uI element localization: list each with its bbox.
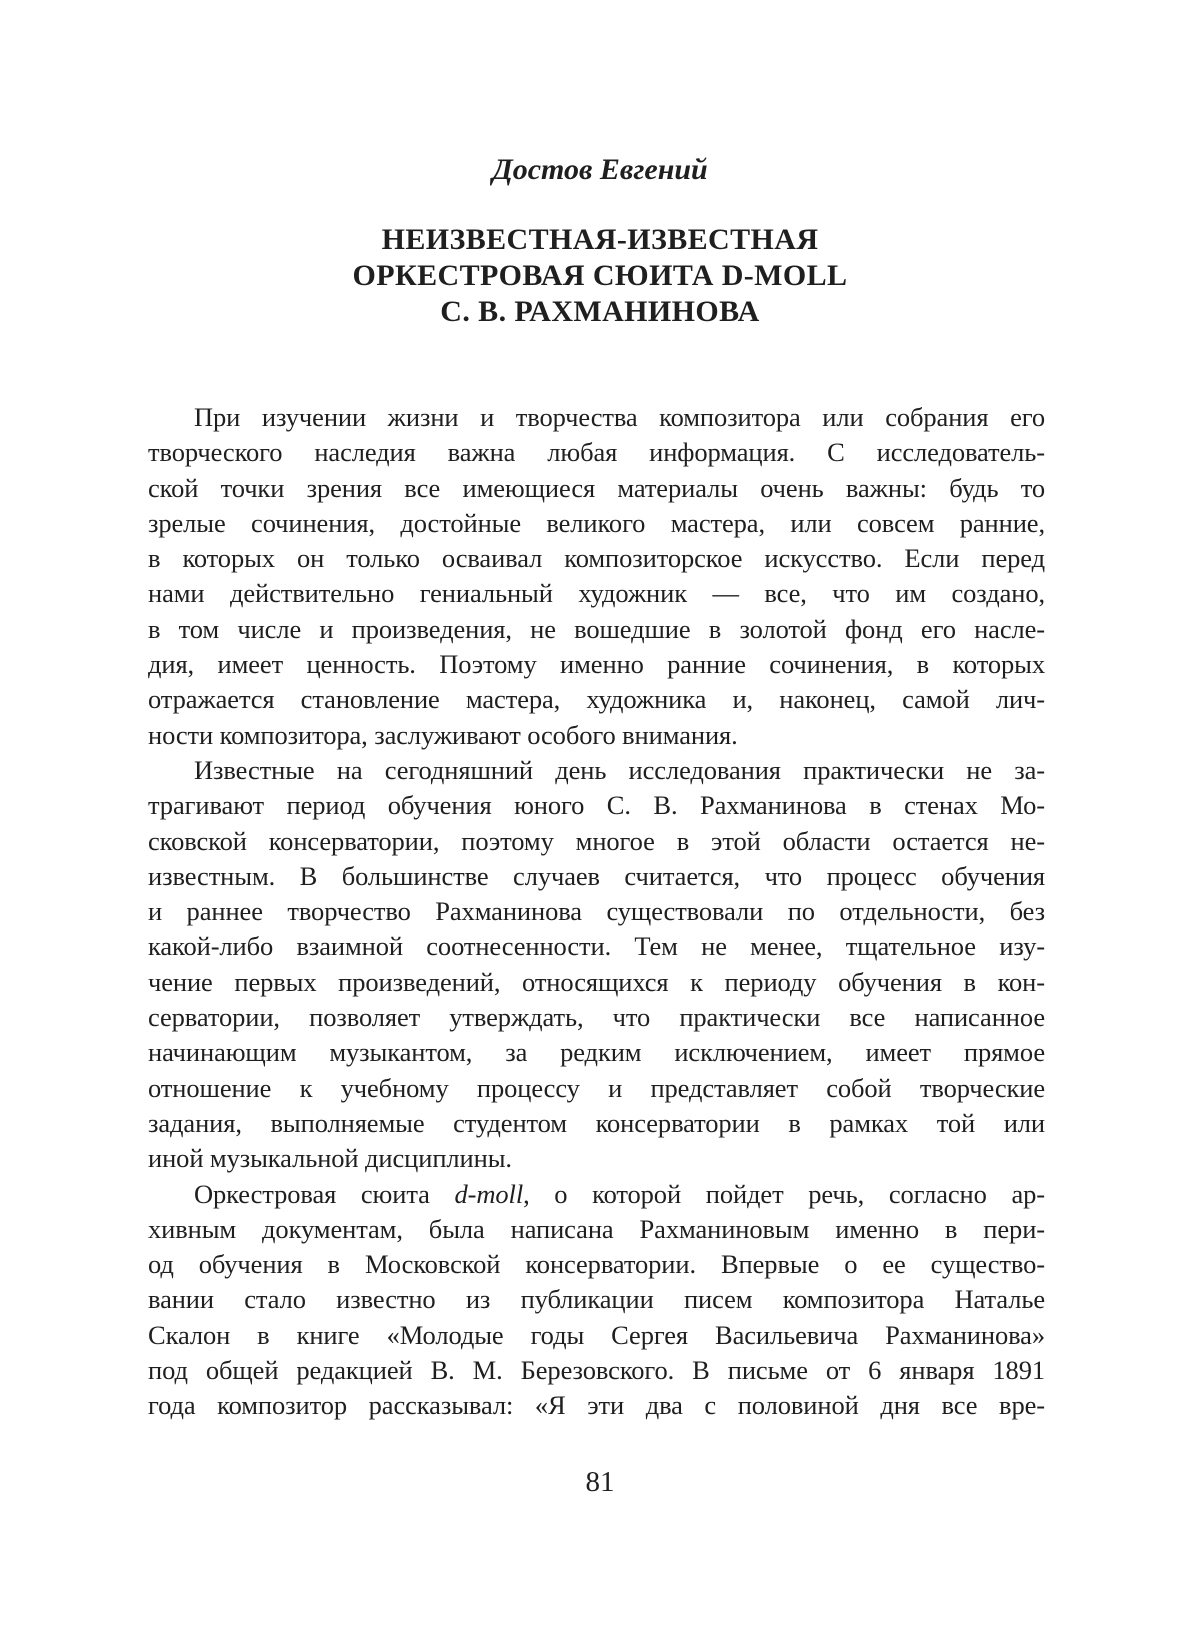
paragraph	[148, 400, 1045, 753]
text-line: известным. В большинстве случаев считается, что процесс обучения	[148, 860, 1045, 891]
title-line-2: ОРКЕСТРОВАЯ СЮИТА D-MOLL	[352, 259, 848, 292]
text-line: дия, имеет ценность. Поэтому именно ранние сочинения, в которых	[148, 649, 1045, 680]
text-line: ности композитора, заслуживают особого внимания.	[148, 719, 738, 750]
text-line: од обучения в Московской консерватории. Впервые о ее существо-	[148, 1249, 1045, 1280]
text-line: нами действительно гениальный художник — все, что им создано,	[148, 578, 1045, 609]
text-line: сковской консерватории, поэтому многое в этой области остается не-	[148, 825, 1045, 856]
text-line	[148, 1177, 1045, 1212]
text-line: какой-либо взаимной соотнесенности. Тем не менее, тщательное изу-	[148, 931, 1045, 962]
text-line: отношение к учебному процессу и представляет собой творческие	[148, 1072, 1045, 1103]
text-line: трагивают период обучения юного С. В. Рахманинова в стенах Мо-	[148, 790, 1045, 821]
text-line: под общей редакцией В. М. Березовского. В письме от 6 января 1891	[148, 1355, 1045, 1386]
text-line: При изучении жизни и творчества композитора или собрания его	[194, 402, 1045, 432]
article-title	[0, 222, 1200, 330]
text-run: Оркестровая сюита	[194, 1178, 455, 1209]
text-line: отражается становление мастера, художника и, наконец, самой лич-	[148, 684, 1045, 715]
text-line: ской точки зрения все имеющиеся материалы очень важны: будь то	[148, 472, 1045, 503]
author-name: Достов Евгений	[492, 153, 708, 186]
text-line: в которых он только осваивал композиторское искусство. Если перед	[148, 543, 1045, 574]
text-line: задания, выполняемые студентом консерватории в рамках той или	[148, 1107, 1045, 1138]
text-run: , о которой пойдет речь, согласно ар-	[523, 1178, 1045, 1209]
text-line: в том числе и произведения, не вошедшие в золотой фонд его насле-	[148, 613, 1045, 644]
text-line: творческого наследия важна любая информация. С исследователь-	[148, 437, 1045, 468]
body-text	[148, 400, 1045, 1424]
text-line: года композитор рассказывал: «Я эти два с половиной дня все вре-	[148, 1390, 1045, 1421]
text-line: хивным документам, была написана Рахманиновым именно в пери-	[148, 1213, 1045, 1244]
text-line: зрелые сочинения, достойные великого мастера, или совсем ранние,	[148, 507, 1045, 538]
text-line: Известные на сегодняшний день исследования практически не за-	[194, 754, 1045, 785]
text-line: чение первых произведений, относящихся к периоду обучения в кон-	[148, 966, 1045, 997]
page-number: 81	[585, 1466, 615, 1498]
paragraph	[148, 753, 1045, 1177]
text-line: и раннее творчество Рахманинова существовали по отдельности, без	[148, 896, 1045, 927]
title-line-1: НЕИЗВЕСТНАЯ-ИЗВЕСТНАЯ	[381, 223, 819, 256]
text-line: серватории, позволяет утверждать, что практически все написанное	[148, 1002, 1045, 1033]
paragraph	[148, 1177, 1045, 1424]
text-line: вании стало известно из публикации писем композитора Наталье	[148, 1284, 1045, 1315]
text-line: начинающим музыкантом, за редким исключением, имеет прямое	[148, 1037, 1045, 1068]
title-line-3: С. В. РАХМАНИНОВА	[440, 295, 760, 328]
text-line: иной музыкальной дисциплины.	[148, 1143, 512, 1174]
italic-term: d-moll	[454, 1178, 524, 1209]
text-line: Скалон в книге «Молодые годы Сергея Васильевича Рахманинова»	[148, 1319, 1045, 1350]
